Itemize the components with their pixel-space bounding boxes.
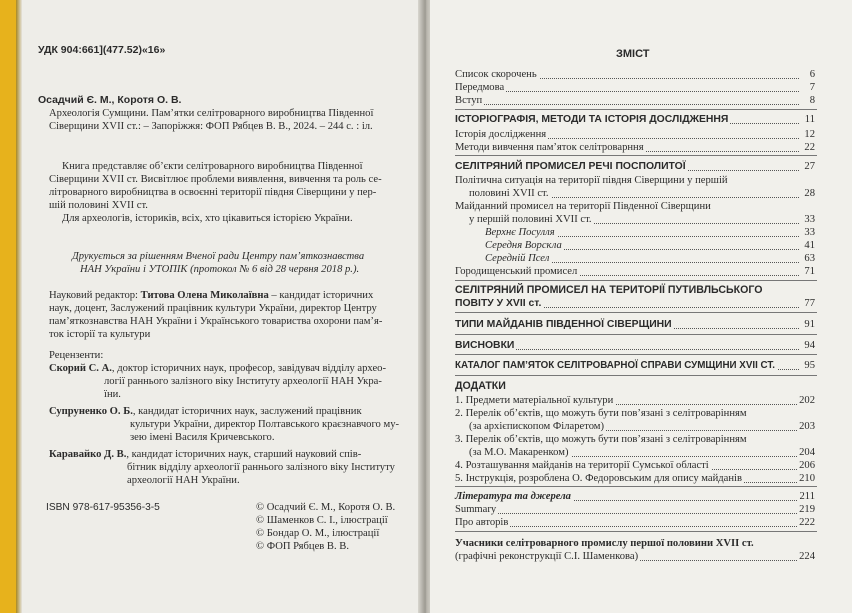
reviewer-line: археології НАН України.	[127, 475, 240, 486]
copyright-line: © Шаменков С. І., ілюстрації	[256, 515, 388, 526]
bibliographic-line: Сіверщини XVII ст.: – Запоріжжя: ФОП Рябцев В. В., 2024. – 244 с. : іл.	[49, 121, 373, 132]
annotation-line: Для археологів, істориків, всіх, хто цікавиться історією України.	[62, 213, 353, 224]
divider	[455, 155, 817, 156]
reviewer-1: Скорий С. А., доктор історичних наук, професор, завідувач відділу архео-	[49, 363, 386, 374]
reviewers-label: Рецензенти:	[49, 350, 104, 361]
toc-entry[interactable]: Передмова 7	[455, 82, 815, 93]
reviewer-2: Супруненко О. Б., кандидат історичних наук, заслужений працівник	[49, 406, 362, 417]
copyright-line: © Осадчий Є. М., Коротя О. В.	[256, 502, 396, 513]
reviewer-line: бітник відділу археології раннього залізного віку Інституту	[127, 462, 395, 473]
divider	[455, 334, 817, 335]
toc-title: ЗМІСТ	[616, 48, 650, 60]
toc-subentry[interactable]: Верхнє Посулля 33	[485, 227, 815, 238]
toc-section[interactable]: СЕЛІТРЯНИЙ ПРОМИСЕЛ РЕЧІ ПОСПОЛИТОЇ 27	[455, 161, 815, 172]
copyright-line: © Бондар О. М., ілюстрації	[256, 528, 380, 539]
toc-entry[interactable]: 1. Предмети матеріальної культури 202	[455, 395, 815, 406]
toc-entry[interactable]: Методи вивчення пам’яток селітроварння 22	[455, 142, 815, 153]
divider	[455, 312, 817, 313]
reviewer-line: логії раннього залізного віку Інституту археології НАН Укра-	[104, 376, 382, 387]
editor-name: Титова Олена Миколаївна	[140, 290, 269, 301]
editor-line: ток історії та культури	[49, 329, 151, 340]
authors: Осадчий Є. М., Коротя О. В.	[38, 94, 182, 106]
divider	[455, 280, 817, 281]
toc-subentry[interactable]: Середній Псел 63	[485, 253, 815, 264]
toc-entry[interactable]: 4. Розташування майданів на території Сумської області 206	[455, 460, 815, 471]
toc-section-heading: ДОДАТКИ	[455, 380, 506, 392]
toc-entry[interactable]: Історія дослідження 12	[455, 129, 815, 140]
reviewer-line: їни.	[104, 389, 121, 400]
toc-entry[interactable]: (за архієпископом Філаретом) 203	[469, 421, 815, 432]
toc-entry[interactable]: (за М.О. Макаренком) 204	[469, 447, 815, 458]
toc-section[interactable]: КАТАЛОГ ПАМ’ЯТОК СЕЛІТРОВАРНОЇ СПРАВИ СУМЩИНИ XVII СТ. 95	[455, 360, 815, 371]
toc-entry[interactable]: половині XVII ст. 28	[469, 188, 815, 199]
toc-section[interactable]: ПОВІТУ У XVII ст. 77	[455, 298, 815, 309]
annotation-line: Сіверщини XVII ст. Висвітлює проблеми виявлення, вивчення та роль се-	[49, 174, 382, 185]
bibliographic-line: Археологія Сумщини. Пам’ятки селітроварного виробництва Південної	[49, 108, 374, 119]
toc-entry[interactable]: у першій половині XVII ст. 33	[469, 214, 815, 225]
scientific-editor: Науковий редактор: Титова Олена Миколаївна – кандидат історичних	[49, 290, 374, 301]
editor-line: пам’яткознавства НАН України і Українського товариства охорони пам’я-	[49, 316, 383, 327]
toc-entry-wrap: 3. Перелік об’єктів, що можуть бути пов’язані з селітроварінням	[455, 434, 747, 445]
annotation-line: Книга представляє об’єкти селітроварного виробництва Південної	[62, 161, 363, 172]
divider	[455, 486, 817, 487]
divider	[455, 109, 817, 110]
toc-entry[interactable]: (графічні реконструкції С.І. Шаменкова) 224	[455, 551, 815, 562]
divider	[455, 531, 817, 532]
annotation-line: літроварного виробництва в освоєнні території півдня Сіверщини у пер-	[49, 187, 377, 198]
toc-entry[interactable]: Вступ 8	[455, 95, 815, 106]
toc-section-wrap: СЕЛІТРЯНИЙ ПРОМИСЕЛ НА ТЕРИТОРІЇ ПУТИВЛЬСЬКОГО	[455, 284, 763, 296]
left-page	[0, 0, 422, 613]
editor-line: наук, доцент, Заслужений працівник культури України, директор Центру	[49, 303, 377, 314]
toc-entry-wrap: Майданний промисел на території Південної Сіверщини	[455, 201, 711, 212]
toc-entry[interactable]: Список скорочень 6	[455, 69, 815, 80]
reviewer-line: зею імені Василя Кричевського.	[130, 432, 275, 443]
toc-entry[interactable]: Література та джерела 211	[455, 491, 815, 502]
toc-entry[interactable]: Городищенський промисел 71	[455, 266, 815, 277]
toc-subentry[interactable]: Середня Ворскла 41	[485, 240, 815, 251]
toc-entry-wrap: 2. Перелік об’єктів, що можуть бути пов’язані з селітроварінням	[455, 408, 747, 419]
approval-line: Друкується за рішенням Вченої ради Центру пам’яткознавства	[72, 251, 365, 262]
toc-entry[interactable]: 5. Інструкція, розроблена О. Федоровським для опису майданів 210	[455, 473, 815, 484]
divider	[455, 354, 817, 355]
toc-section[interactable]: ТИПИ МАЙДАНІВ ПІВДЕННОЇ СІВЕРЩИНИ 91	[455, 319, 815, 330]
toc-section[interactable]: ІСТОРІОГРАФІЯ, МЕТОДИ ТА ІСТОРІЯ ДОСЛІДЖЕННЯ 11	[455, 114, 815, 125]
reviewer-line: культури України, директор Полтавського краєзнавчого му-	[130, 419, 400, 430]
toc-entry[interactable]: Про авторів 222	[455, 517, 815, 528]
toc-entry-wrap: Політична ситуація на території півдня Сіверщини у першій	[455, 175, 728, 186]
toc-entry[interactable]: Summary 219	[455, 504, 815, 515]
cover-edge-shadow	[16, 0, 22, 613]
udc-code: УДК 904:661](477.52)«16»	[38, 44, 166, 56]
toc-entry-wrap: Учасники селітроварного промислу першої половини XVII ст.	[455, 538, 754, 549]
divider	[455, 375, 817, 376]
reviewer-3: Каравайко Д. В., кандидат історичних наук, старший науковий спів-	[49, 449, 362, 460]
isbn: ISBN 978-617-95356-3-5	[46, 502, 160, 513]
copyright-line: © ФОП Рябцев В. В.	[256, 541, 349, 552]
annotation-line: шій половині XVII ст.	[49, 200, 148, 211]
toc-section[interactable]: ВИСНОВКИ 94	[455, 340, 815, 351]
approval-line: НАН України і УТОПІК (протокол № 6 від 28 червня 2018 р.).	[80, 264, 360, 275]
